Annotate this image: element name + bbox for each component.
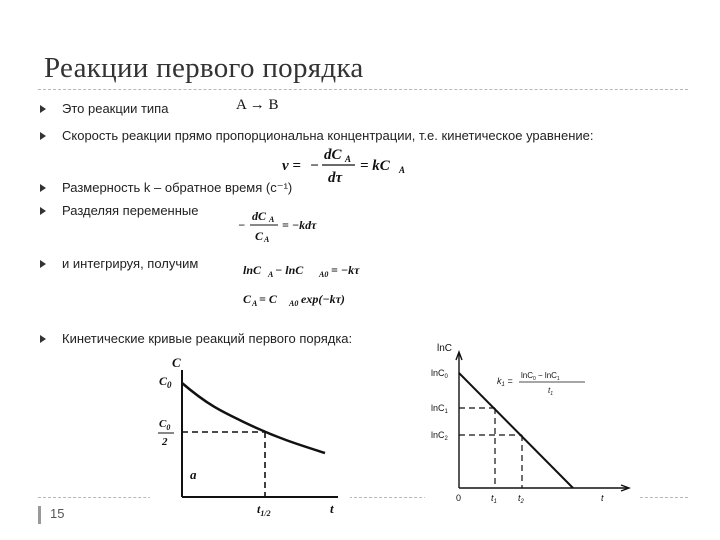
y-axis-label: C [172, 355, 181, 370]
eq-sub: A [268, 270, 274, 279]
y-axis-label: lnC [437, 343, 453, 354]
x-axis-label: t [601, 493, 604, 503]
concentration-decay-chart [150, 355, 350, 520]
eq-num-sub: A [269, 215, 275, 224]
y-tick-c0-half-den: 2 [162, 436, 168, 448]
bullet-integrate [40, 256, 198, 271]
x-axis-label: t [330, 501, 334, 516]
slope-numerator: lnC$_0$ − lnC$_1$ [521, 371, 560, 382]
bullet-separate [40, 203, 199, 218]
eq-den: dτ [328, 170, 343, 186]
integrated-exp-equation [243, 288, 373, 310]
eq-part: lnC [243, 263, 262, 277]
bullet-arrow-icon [40, 132, 46, 140]
eq-sub: A0 [319, 270, 329, 279]
bullet-arrow-icon [40, 260, 46, 268]
eq-rhs: = −kdτ [282, 218, 317, 232]
slope-denominator: $t_1$ [548, 386, 554, 397]
eq-part: C [243, 292, 252, 306]
eq-part: exp(−kτ) [301, 292, 345, 306]
lnc-linear-chart [425, 340, 640, 510]
y-tick-c0-half-num: $C_0$ [159, 418, 171, 432]
eq-sub: A [252, 299, 258, 308]
x-tick-zero: 0 [456, 493, 462, 503]
page-number: 15 [50, 506, 65, 521]
eq-den: C [255, 229, 264, 243]
eq-sub: A0 [289, 299, 299, 308]
bullet-arrow-icon [40, 207, 46, 215]
chart-background [425, 340, 640, 510]
x-tick-t1: $t_1$ [491, 493, 497, 505]
eq-lhs: v = [282, 158, 301, 174]
bullet-dimension [40, 180, 292, 196]
y-tick-lnc2: lnC$_2$ [431, 430, 448, 442]
bullet-reaction-type [40, 101, 168, 116]
eq-den-sub: A [264, 235, 270, 244]
bullet-text: Размерность k – обратное время (c⁻¹) [62, 180, 293, 195]
y-tick-lnc1: lnC$_1$ [431, 403, 448, 415]
bullet-text: и интегрируя, получим [62, 256, 199, 271]
y-tick-lnc0: lnC$_0$ [431, 368, 448, 380]
bullet-text: Скорость реакции прямо пропорциональна концентрации, т.е. кинетическое уравнение: [62, 128, 594, 143]
bullet-text: Кинетические кривые реакций первого порядка: [62, 331, 353, 346]
eq-rhs: = kC [360, 158, 390, 174]
rate-equation [282, 146, 412, 186]
bullet-arrow-icon [40, 105, 46, 113]
bullet-text: Это реакции типа [62, 101, 169, 116]
eq-rhs-sub: A [399, 165, 406, 175]
x-tick-t2: $t_2$ [518, 493, 524, 505]
page-number-bar [38, 506, 41, 524]
separated-equation [238, 207, 338, 245]
title-divider [38, 89, 688, 90]
reaction-formula: A → B [236, 97, 279, 113]
integrated-log-equation [243, 259, 373, 281]
bullet-kinetic-curves [40, 331, 352, 346]
slope-k1-label: $k_1$ = [497, 376, 513, 388]
eq-num: dC [252, 209, 267, 223]
bullet-arrow-icon [40, 335, 46, 343]
bullet-rate [40, 128, 593, 143]
eq-part: = −kτ [331, 263, 360, 277]
bullet-text: Разделяя переменные [62, 203, 199, 218]
eq-minus: − [238, 218, 246, 232]
y-tick-c0: $C_0$ [159, 374, 172, 390]
annotation-a: a [190, 467, 197, 482]
eq-part: = C [259, 292, 277, 306]
bullet-arrow-icon [40, 184, 46, 192]
x-tick-half-life: $t_{1/2}$ [257, 502, 271, 518]
eq-minus: − [310, 158, 320, 174]
eq-num: dC [324, 147, 342, 163]
eq-part: − lnC [275, 263, 304, 277]
eq-num-sub: A [345, 154, 352, 164]
chart-background [150, 355, 350, 520]
slide-title: Реакции первого порядка [44, 52, 364, 84]
